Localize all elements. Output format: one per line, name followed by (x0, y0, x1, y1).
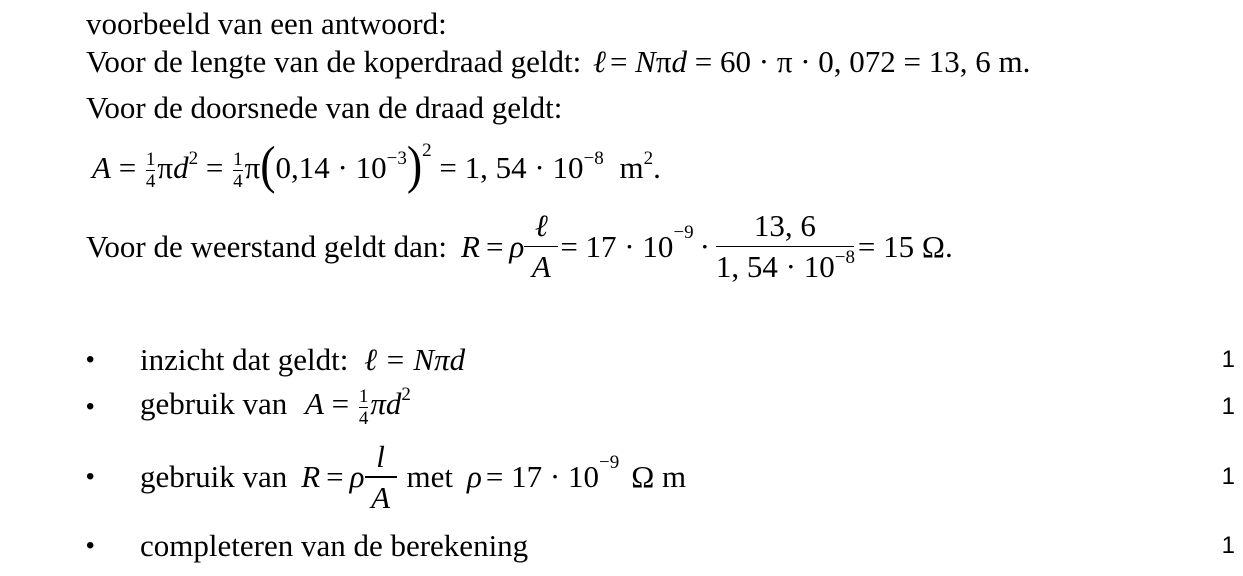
exponent: −3 (386, 148, 407, 169)
fraction-numerator: l (376, 438, 385, 474)
heading-text: voorbeeld van een antwoord: (86, 6, 447, 41)
fraction-numerator: ℓ (534, 208, 548, 243)
symbol-N: N (635, 44, 656, 79)
paren-open: ( (260, 135, 276, 194)
resistivity-value: = 17 · 10 (560, 228, 674, 264)
resistance-equation-line (86, 208, 953, 285)
equals-sign: = (326, 459, 344, 494)
unit: m (619, 150, 644, 185)
fraction-denominator: A (531, 249, 551, 285)
fraction-quarter (233, 150, 243, 191)
exponent: −9 (598, 452, 620, 473)
symbol-pi: π (244, 150, 261, 185)
exponent: 2 (422, 140, 432, 161)
fraction-l-over-A (365, 439, 397, 516)
fraction-l-over-A (524, 208, 558, 285)
bullet-marker: • (86, 463, 95, 490)
exponent: 2 (643, 148, 654, 169)
area-result: = 1, 54 · 10 (439, 150, 584, 185)
fraction-bar (524, 246, 558, 248)
resistance-intro-text: Voor de weerstand geldt dan: (86, 228, 447, 264)
scoring-item (86, 340, 1243, 380)
fraction-length-over-area (716, 208, 854, 285)
bullet-marker: • (86, 346, 95, 373)
symbol-A: A (304, 386, 324, 422)
length-result: = 60 · π · 0, 072 = 13, 6 m. (694, 44, 1031, 79)
exponent: −8 (834, 247, 855, 269)
diameter-value: 0,14 · 10 (275, 150, 387, 185)
fraction-numerator: 1 (358, 385, 369, 407)
fraction-numerator: 1 (233, 149, 243, 171)
score-value: 1 (1221, 532, 1235, 559)
score-value: 1 (1221, 463, 1235, 490)
score-value: 1 (1221, 393, 1235, 420)
scoring-item-label: inzicht dat geldt: (140, 342, 349, 377)
symbol-R: R (301, 459, 321, 494)
scoring-item-formula: πd (370, 386, 402, 422)
symbol-d: d (173, 150, 189, 185)
scoring-item-formula: ℓ = Nπd (364, 342, 466, 377)
equals-sign: = (609, 44, 628, 79)
scoring-item-text (140, 342, 1243, 378)
fraction-quarter (359, 387, 369, 428)
resistance-result: = 15 Ω. (857, 228, 953, 264)
answer-heading (86, 8, 447, 39)
score-value: 1 (1221, 346, 1235, 373)
scoring-item-text (140, 439, 1243, 516)
fraction-denominator: A (371, 479, 390, 515)
exponent: 2 (188, 148, 199, 169)
exponent: −9 (673, 221, 694, 243)
scoring-item (86, 384, 1243, 429)
fraction-bar (716, 246, 854, 248)
equals-sign: = (205, 150, 224, 185)
scoring-item-text (140, 528, 1243, 564)
equals-sign: = (118, 150, 137, 185)
symbol-A: A (92, 150, 111, 185)
equals-sign: = (485, 228, 504, 264)
symbol-rho: ρ (509, 228, 525, 264)
fraction-bar (365, 476, 397, 478)
bullet-marker: • (86, 393, 95, 420)
scoring-item-label: completeren van de berekening (140, 528, 529, 563)
period: . (653, 150, 661, 185)
fraction-denominator: 4 (233, 171, 243, 193)
paren-close: ) (406, 135, 423, 194)
symbol-rho: ρ (349, 459, 365, 494)
bullet-marker: • (86, 532, 95, 559)
resistivity-value: = 17 · 10 (485, 459, 599, 494)
symbol-d: d (671, 44, 688, 79)
fraction-numerator: 1 (145, 149, 156, 171)
fraction-denominator (716, 249, 854, 285)
length-intro-text: Voor de lengte van de koperdraad geldt: (86, 44, 582, 79)
ell-symbol: ℓ (593, 44, 606, 79)
equals-sign: = (331, 386, 350, 422)
scoring-item-text (140, 386, 1243, 427)
area-equation-line (92, 135, 661, 194)
denominator-value: 1, 54 · 10 (715, 249, 835, 285)
symbol-pi: π (157, 150, 174, 185)
cross-section-intro-line (86, 92, 562, 123)
unit: Ω m (631, 459, 687, 494)
symbol-R: R (461, 228, 480, 264)
scoring-item (86, 526, 1243, 566)
scoring-item-label: gebruik van (140, 386, 288, 422)
fraction-denominator: 4 (358, 407, 369, 429)
scoring-item-label: gebruik van (140, 459, 288, 494)
scoring-item (86, 438, 1243, 515)
symbol-pi: π (655, 44, 672, 79)
cross-section-intro-text: Voor de doorsnede van de draad geldt: (86, 90, 563, 125)
fraction-numerator: 13, 6 (753, 208, 816, 243)
fraction-quarter (146, 150, 156, 191)
met-word: met (406, 459, 454, 494)
fraction-denominator: 4 (145, 171, 156, 193)
exponent: −8 (583, 148, 604, 169)
multiply-dot: · (699, 228, 710, 264)
symbol-rho: ρ (467, 459, 482, 494)
length-equation-line (86, 46, 1030, 77)
exponent: 2 (401, 384, 411, 406)
